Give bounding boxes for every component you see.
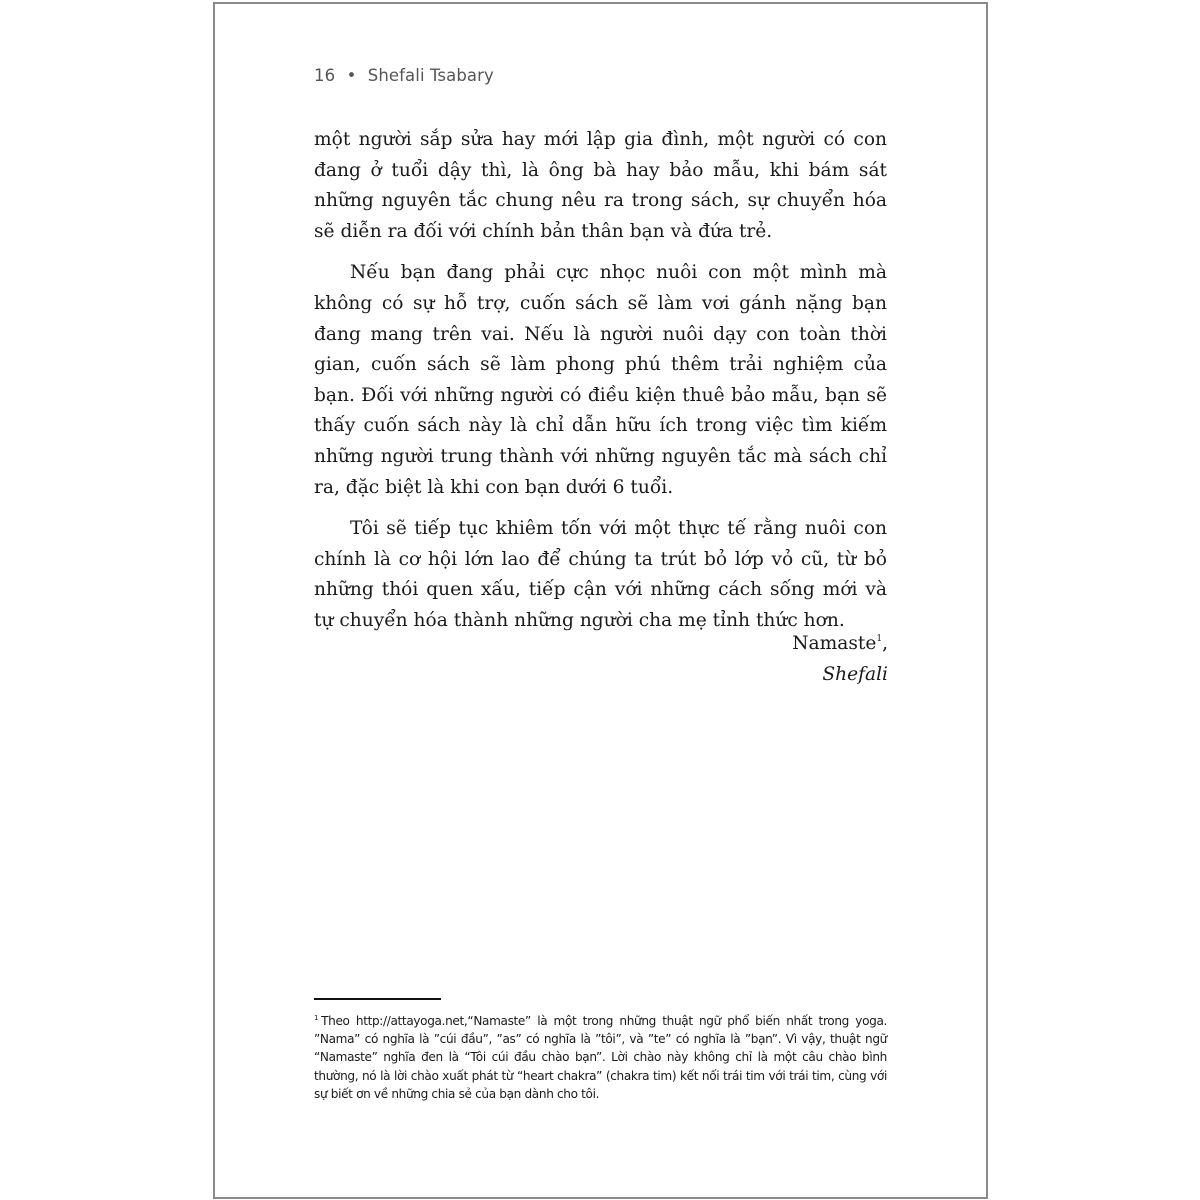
- running-header: [314, 66, 494, 85]
- paragraph: Nếu bạn đang phải cực nhọc nuôi con một mình mà không có sự hỗ trợ, cuốn sách sẽ làm vơi gánh nặng bạn đang mang trên vai. Nếu là người nuôi dạy con toàn thời gian, cuốn sách sẽ làm phong phú thêm trải nghiệm của bạn. Đối với những người có điều kiện thuê bảo mẫu, bạn sẽ thấy cuốn sách này là chỉ dẫn hữu ích trong việc tìm kiếm những người trung thành với những nguyên tắc mà sách chỉ ra, đặc biệt là khi con bạn dưới 6 tuổi.: [314, 262, 887, 498]
- body-text: [314, 125, 887, 648]
- salutation-line: [792, 624, 888, 660]
- footnote: [314, 1009, 887, 1103]
- paragraph: Tôi sẽ tiếp tục khiêm tốn với một thực tế rằng nuôi con chính là cơ hội lớn lao để chúng ta trút bỏ lớp vỏ cũ, từ bỏ những thói quen xấu, tiếp cận với những cách sống mới và tự chuyển hóa thành những người cha mẹ tỉnh thức hơn.: [314, 518, 887, 631]
- header-separator: •: [346, 66, 357, 85]
- page-number: 16: [314, 66, 336, 85]
- author-name: Shefali Tsabary: [367, 66, 494, 85]
- footnote-text: Theo http://attayoga.net,“Namaste” là một trong những thuật ngữ phổ biến nhất trong yoga. ”Nama” có nghĩa là ”cúi đầu”, ”as” có nghĩa là ”tôi”, và ”te” có nghĩa là ”bạn”. Vì vậy, thuật ngữ “Namaste” nghĩa đen là “Tôi cúi đầu chào bạn”. Lời chào này không chỉ là một câu chào bình thường, nó là lời chào xuất phát từ “heart chakra” (chakra tim) kết nối trái tim với trái tim, cùng với sự biết ơn về những chia sẻ của bạn dành cho tôi.: [314, 1014, 887, 1101]
- signature: Shefali: [822, 663, 888, 685]
- salutation: Namaste: [792, 633, 877, 654]
- comma: ,: [882, 633, 888, 654]
- footnote-reference[interactable]: 1: [876, 634, 883, 644]
- paragraph: một người sắp sửa hay mới lập gia đình, một người có con đang ở tuổi dậy thì, là ông bà hay bảo mẫu, khi bám sát những nguyên tắc chung nêu ra trong sách, sự chuyển hóa sẽ diễn ra đối với chính bản thân bạn và đứa trẻ.: [314, 129, 887, 242]
- book-page: [213, 2, 988, 1199]
- closing-block: [792, 624, 888, 690]
- footnote-divider: [314, 998, 441, 1000]
- footnote-marker: 1: [314, 1014, 319, 1022]
